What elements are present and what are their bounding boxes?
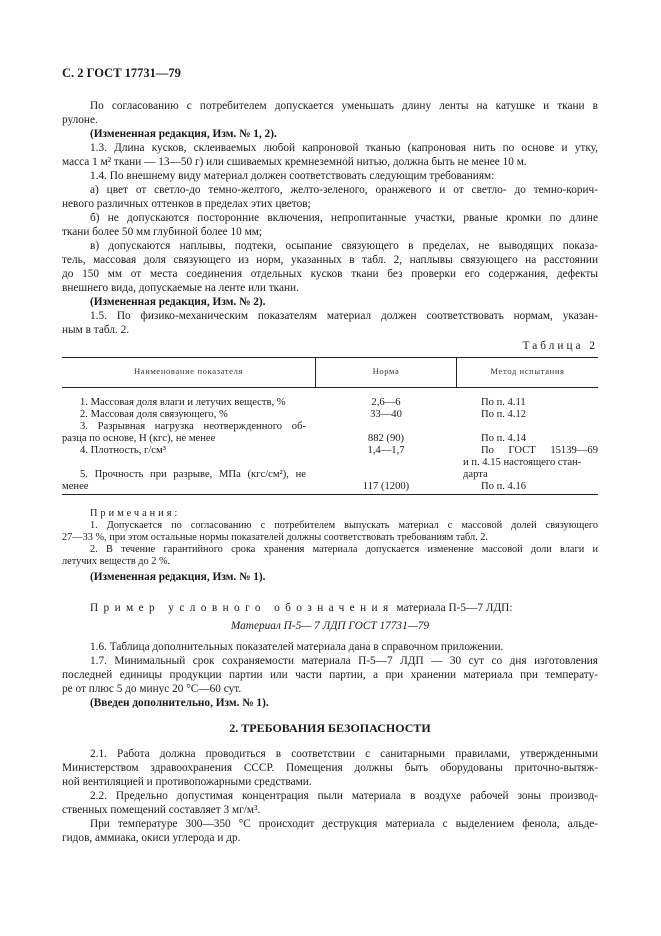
paragraph-line: ной вентиляцией и противопожарными средствами. bbox=[62, 776, 312, 788]
paragraph-line: 2.1. Работа должна проводиться в соответствии с санитарными правилами, утвержденными bbox=[90, 748, 598, 760]
table-cell-method: и п. 4.15 настоящего стан- bbox=[463, 457, 582, 468]
paragraph-line: масса 1 м² ткани — 13—50 г) или сшиваемых кремнеземной нитью, должна быть не менее 10 м. bbox=[62, 156, 527, 168]
paragraph-line: 1.3. Длина кусков, склеиваемых любой капроновой тканью (капроновая нить по основе и утку, bbox=[90, 142, 598, 154]
paragraph-line: 2.2. Предельно допустимая концентрация пыли материала в воздухе рабочей зоны производ- bbox=[90, 790, 598, 802]
table-cell-norm: 882 (90) bbox=[367, 433, 405, 444]
example-line bbox=[90, 601, 598, 615]
table-cell-norm: 33—40 bbox=[370, 409, 402, 420]
table-cell-method: По п. 4.11 bbox=[481, 397, 526, 408]
paragraph-line: рулоне. bbox=[62, 114, 98, 126]
example-label: Пример условного обозначения bbox=[90, 602, 394, 614]
table-cell-norm: 2,6—6 bbox=[371, 397, 401, 408]
table-header-name: Наименование показателя bbox=[133, 366, 244, 376]
paragraph-line: ным в табл. 2. bbox=[62, 324, 130, 336]
example-rest: материала П-5—7 ЛДП: bbox=[396, 602, 513, 614]
table-cell-method: дарта bbox=[463, 469, 488, 480]
table-rule-header bbox=[62, 387, 598, 388]
paragraph-line: Министерством здравоохранения СССР. Помещения должны быть оборудованы приточно-вытяж- bbox=[62, 762, 598, 774]
paragraph-line: до 150 мм от места соединения отдельных кусков ткани без проверки его содержания, дефекты bbox=[62, 268, 598, 280]
paragraph-line: 1.7. Минимальный срок сохраняемости материала П-5—7 ЛДП — 30 сут со дня изготовления bbox=[90, 655, 598, 667]
table-cell-name: менее bbox=[62, 481, 89, 492]
paragraph-line: внешнего вида, допускаемые на ленте или ткани. bbox=[62, 282, 299, 294]
paragraph-line: тель, массовая доля связующего из норм, указанных в табл. 2, наплывы связующего на расстоянии bbox=[62, 254, 598, 266]
edit-note: (Измененная редакция, Изм. № 2). bbox=[90, 296, 266, 308]
table-cell-method: По п. 4.12 bbox=[481, 409, 527, 420]
table-cell-norm: 117 (1200) bbox=[362, 481, 410, 492]
paragraph-line: невого различных оттенков в пределах этих цветов; bbox=[62, 198, 311, 210]
table-cell-method: По ГОСТ 15139—69 bbox=[481, 445, 598, 456]
paragraph-line: 1.5. По физико-механическим показателям материал должен соответствовать нормам, указан- bbox=[90, 310, 598, 322]
paragraph-line: гидов, аммиака, окиси углерода и др. bbox=[62, 832, 241, 844]
table-header-method: Метод испытания bbox=[490, 366, 565, 376]
paragraph-line: ственных помещений составляет 3 мг/м³. bbox=[62, 804, 261, 816]
table-cell-name: 4. Плотность, г/см³ bbox=[80, 445, 166, 456]
table-header-norm: Норма bbox=[372, 366, 400, 376]
table-rule-bottom bbox=[62, 494, 598, 495]
section-heading: 2. ТРЕБОВАНИЯ БЕЗОПАСНОСТИ bbox=[229, 721, 431, 735]
edit-note: (Измененная редакция, Изм. № 1, 2). bbox=[90, 128, 277, 140]
paragraph-line: 1.6. Таблица дополнительных показателей материала дана в справочном приложении. bbox=[90, 641, 504, 653]
notes-title: Примечания: bbox=[90, 508, 181, 519]
table-cell-name: разца по основе, Н (кгс), не менее bbox=[62, 433, 216, 444]
table-cell-method: По п. 4.16 bbox=[481, 481, 527, 492]
table-cell-name: 1. Массовая доля влаги и летучих веществ, % bbox=[80, 397, 286, 408]
table-cell-method: По п. 4.14 bbox=[481, 433, 527, 444]
edit-note: (Измененная редакция, Изм. № 1). bbox=[90, 571, 266, 583]
table-cell-name: 5. Прочность при разрыве, МПа (кгс/см²), не bbox=[80, 469, 306, 480]
edit-note: (Введен дополнительно, Изм. № 1). bbox=[90, 697, 269, 709]
paragraph-line: в) допускаются наплывы, подтеки, осыпание связующего в пределах, не выводящих показа- bbox=[90, 240, 598, 252]
note-line: 1. Допускается по согласованию с потребителем выпускать материал с массовой долей связующего bbox=[90, 520, 598, 531]
note-line: летучих веществ до 2 %. bbox=[62, 556, 171, 567]
table-cell-name: 3. Разрывная нагрузка неотвержденного об- bbox=[80, 421, 306, 432]
paragraph-line: последней единицы продукции партии или части партии, а при хранении материала при температу- bbox=[62, 669, 598, 681]
note-line: 2. В течение гарантийного срока хранения материала допускается изменение массовой доли влаги и bbox=[90, 544, 598, 555]
table-rule-top bbox=[62, 357, 598, 358]
table-caption: Таблица 2 bbox=[522, 340, 598, 352]
paragraph-line: б) не допускаются посторонние включения, непропитанные участки, рваные кромки по длине bbox=[90, 212, 598, 224]
paragraph-line: При температуре 300—350 °С происходит деструкция материала с выделением фенола, альде- bbox=[90, 818, 598, 830]
paragraph-line: 1.4. По внешнему виду материал должен соответствовать следующим требованиям: bbox=[90, 170, 495, 182]
table-cell-norm: 1,4—1,7 bbox=[367, 445, 405, 456]
page-header: С. 2 ГОСТ 17731—79 bbox=[62, 66, 181, 80]
paragraph-line: По согласованию с потребителем допускается уменьшать длину ленты на катушке и ткани в bbox=[90, 100, 598, 112]
paragraph-line: ре от плюс 5 до минус 20 °С—60 сут. bbox=[62, 683, 242, 695]
paragraph-line: ткани более 50 мм глубиной более 10 мм; bbox=[62, 226, 263, 238]
paragraph-line: а) цвет от светло-до темно-желтого, желто-зеленого, оранжевого и от светло- до темно-корич- bbox=[90, 184, 598, 196]
table-cell-name: 2. Массовая доля связующего, % bbox=[80, 409, 228, 420]
note-line: 27—33 %, при этом остальные нормы показателей должны соответствовать требованиям табл. 2. bbox=[62, 532, 489, 543]
example-code: Материал П-5— 7 ЛДП ГОСТ 17731—79 bbox=[230, 620, 430, 632]
